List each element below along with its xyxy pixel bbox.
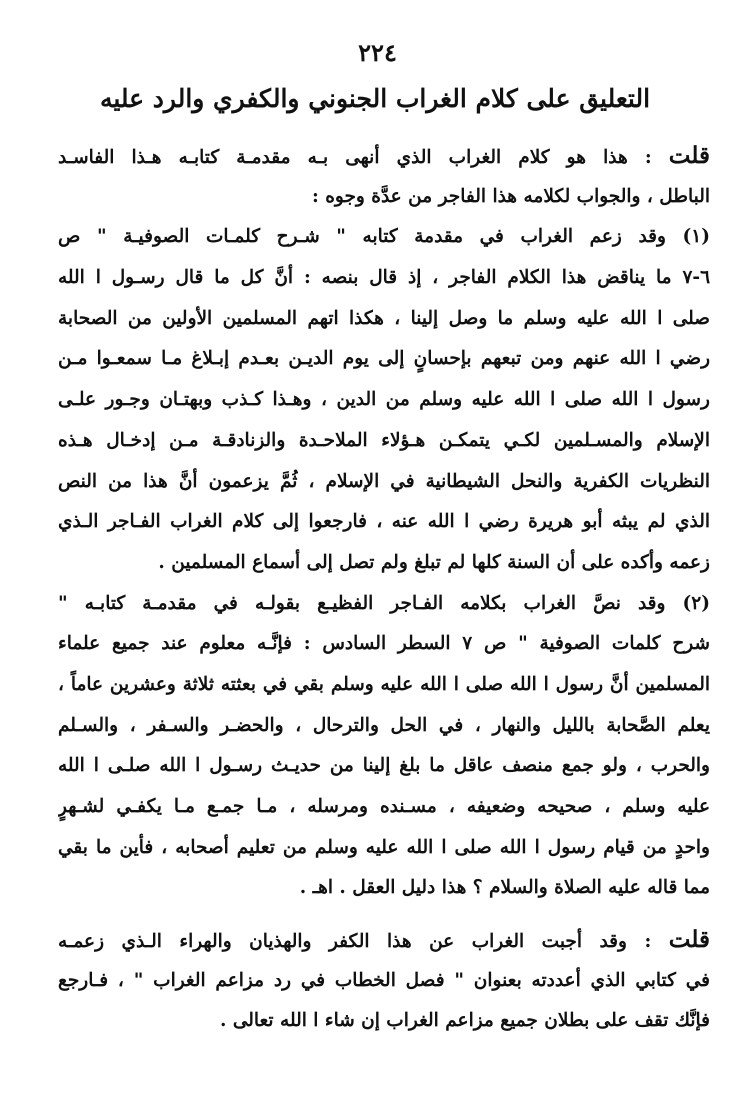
text-line: في كتابي الذي أعددته بعنوان " فصل الخطاب في رد مزاعم الغراب " ، فـارجع: [58, 969, 710, 991]
body-text: [58, 136, 710, 1042]
text-line: المسلمين أنَّ رسول ا الله صلى ا الله عليه وسلم بقي في بعثته ثلاثة وعشرين عاماً ،: [58, 673, 710, 695]
paragraph-point-1: [58, 217, 710, 583]
page-number: ٢٢٤: [358, 38, 397, 67]
text-line: ٦-٧ ما يناقض هذا الكلام الفاجر ، إذ قال بنصه : أنَّ كل ما قال رسـول ا الله: [58, 267, 710, 289]
text-line: (٢) وقد نصَّ الغراب بكلامه الفـاجر الفظيـع بقولـه في مقدمـة كتابـه ": [58, 592, 710, 614]
paragraph-intro: [58, 136, 710, 217]
text-line: قلت : هذا هو كلام الغراب الذي أنهى بـه مقدمـة كتابـه هـذا الفاسـد: [58, 142, 710, 169]
paragraph-point-2: [58, 584, 710, 910]
text-line: عليه وسلم ، صحيحه وضعيفه ، مسـنده ومرسله ، مـا جمـع مـا يكفـي لشـهرٍ: [58, 796, 710, 817]
text-line: يعلم الصَّحابة بالليل والنهار ، في الحل والترحال ، والحضـر والسـفر ، والسـلم: [58, 714, 710, 736]
paragraph-reply: [58, 920, 710, 1042]
text-line: صلى ا الله عليه وسلم ما وصل إلينا ، هكذا اتهم المسلمين الأولين من الصحابة: [58, 307, 710, 329]
qult-label: قلت: [668, 926, 710, 954]
text-line: الباطل ، والجواب لكلامه هذا الفاجر من عدَّة وجوه :: [311, 185, 710, 207]
qult-label: قلت: [668, 142, 710, 169]
text-line: رضي ا الله عنهم ومن تبعهم بإحسانٍ إلى يوم الديـن بعـدم إبـلاغ مـا سمعـوا مـن: [58, 348, 710, 370]
text-line: الذي لم يبثه أبو هريرة رضي ا الله عنه ، فارجعوا إلى كلام الغراب الفـاجر الـذي: [58, 511, 710, 533]
paragraph-gap: [58, 909, 710, 920]
text-line: (١) وقد زعم الغراب في مقدمة كتابه " شـرح كلمـات الصوفيـة " ص: [58, 226, 710, 248]
text-line: قلت : وقد أجبت الغراب عن هذا الكفر والهذيان والهراء الـذي زعمـه: [58, 926, 710, 954]
text-line: والحرب ، ولو جمع منصف عاقل ما بلغ إلينا من حديـث رسـول ا الله صلـى ا الله: [58, 755, 710, 777]
text-line: مما قاله عليه الصلاة والسلام ؟ هذا دليل العقل . اهـ .: [299, 877, 710, 899]
text-line: الإسلام والمسـلمين لكـي يتمكـن هـؤلاء الملاحـدة والزنادقـة مـن إدخـال هـذه: [58, 429, 710, 451]
text-line: زعمه وأكده على أن السنة كلها لم تبلغ ولم تصل إلى أسماع المسلمين .: [158, 551, 710, 573]
text-line: واحدٍ من قيام رسول ا الله صلى ا الله عليه وسلم من تعليم أصحابه ، فأين ما بقي: [58, 836, 710, 858]
text-line: شرح كلمات الصوفية " ص ٧ السطر السادس : فإنَّـه معلوم عند جميع علماء: [58, 633, 710, 655]
page-title: التعليق على كلام الغراب الجنوني والكفري والرد عليه: [99, 84, 651, 113]
text-line: فإنَّك تقف على بطلان جميع مزاعم الغراب إن شاء ا الله تعالى .: [219, 1010, 710, 1032]
text-line: النظريات الكفرية والنحل الشيطانية في الإسلام ، ثُمَّ يزعمون أنَّ هذا من النص: [58, 470, 710, 492]
text-line: رسول ا الله صلى ا الله عليه وسلم من الدين ، وهـذا كـذب وبهتـان وجـور علـى: [58, 389, 710, 411]
